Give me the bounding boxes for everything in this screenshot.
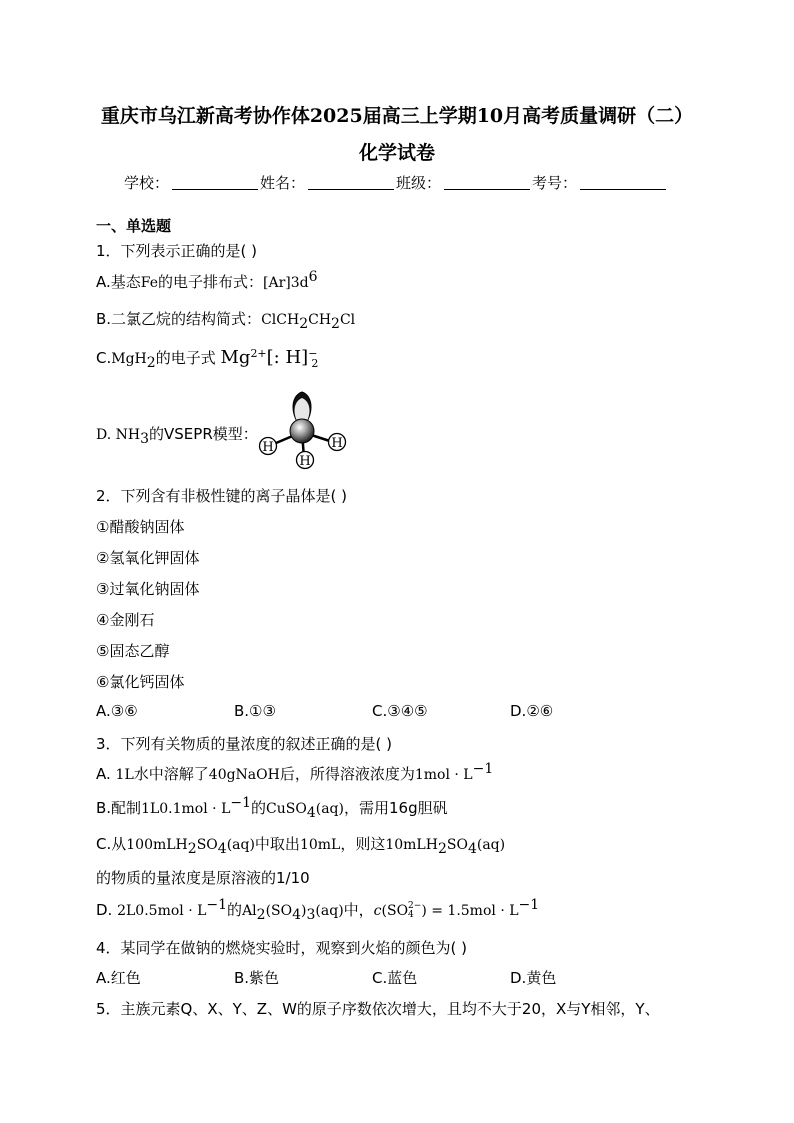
q2-option-b[interactable]: B.①③	[234, 702, 276, 720]
q3-option-a	[96, 763, 493, 784]
q1-a-sup: 6	[308, 269, 318, 285]
q1-c-mg: Mg	[220, 347, 251, 368]
q3-c-s4: 4	[467, 841, 477, 857]
q2-item-3: ③过氧化钠固体	[96, 580, 200, 598]
exam-subtitle: 化学试卷	[358, 142, 435, 164]
q1-d-sub: 3	[140, 431, 150, 447]
q3-d-c: c	[373, 903, 382, 919]
q3-d-de: 的	[227, 901, 243, 919]
q3-option-d	[96, 897, 540, 923]
q1-a-formula: [Ar]3d	[263, 275, 309, 291]
q3-d-ion-charge: 2−	[408, 900, 422, 911]
q2-item-2: ②氢氧化钾固体	[96, 549, 200, 567]
q3-d-conc: 2L0.5mol · L	[117, 903, 207, 919]
q3-d-sup2: −1	[518, 897, 540, 913]
q3-b-cuso: CuSO	[266, 801, 307, 817]
q1-b-s1: 2	[299, 316, 309, 332]
q3-d-prefix: D.	[96, 901, 118, 919]
q5-stem: 5．主族元素Q、X、Y、Z、W的原子序数依次增大，且均不大于20，X与Y相邻，Y、	[96, 1000, 660, 1018]
exam-title: 重庆市乌江新高考协作体2025届高三上学期10月高考质量调研（二）	[100, 105, 694, 127]
q1-a-symbol: Fe	[140, 275, 159, 291]
q1-c-h-sup: −	[308, 347, 318, 360]
q1-c-formula: MgH	[111, 351, 147, 367]
q3-c-f1: 100mLH	[126, 837, 188, 853]
h-label-left: H	[262, 440, 274, 455]
name-blank[interactable]	[308, 175, 394, 190]
q3-a-sup: −1	[472, 761, 494, 777]
q3-d-so: (SO	[265, 903, 293, 919]
q3-b-conc: 1L0.1mol · L	[141, 801, 231, 817]
class-blank[interactable]	[444, 175, 530, 190]
q1-c-sub: 2	[146, 355, 156, 371]
q3-c-s1: 2	[187, 841, 197, 857]
q4-option-b[interactable]: B.紫色	[234, 969, 280, 987]
q3-b-sub: 4	[306, 805, 316, 821]
q1-b-f3: Cl	[339, 312, 356, 328]
number-label: 考号：	[532, 174, 578, 192]
q1-c-h-sub: 2	[311, 357, 319, 370]
q3-d-ion-sub: 4	[408, 909, 414, 920]
q3-c-s2: 4	[217, 841, 227, 857]
q1-a-text2: 的电子排布式：	[158, 273, 264, 291]
q3-b-sup: −1	[230, 795, 252, 811]
q1-c-h: [: H]	[266, 347, 309, 368]
section-title: 一、单选题	[96, 217, 172, 235]
q3-a-mass: 40gNaOH	[208, 767, 280, 783]
q1-stem: 1．下列表示正确的是( )	[96, 242, 258, 260]
number-blank[interactable]	[580, 175, 666, 190]
q3-d-paren: )	[301, 903, 307, 919]
q3-d-sup1: −1	[206, 897, 228, 913]
q3-option-c-line2: 的物质的量浓度是原溶液的1/10	[96, 869, 310, 887]
q3-d-s3: 3	[306, 907, 316, 923]
h-label-bottom: H	[299, 454, 311, 469]
school-label: 学校：	[124, 174, 170, 192]
q1-b-f1: ClCH	[261, 312, 300, 328]
q2-item-4: ④金刚石	[96, 611, 155, 629]
q3-d-al: Al	[242, 903, 257, 919]
q1-b-f2: CH	[308, 312, 332, 328]
q3-d-s1: 2	[256, 907, 266, 923]
q3-c-f3: 10mLH	[385, 837, 438, 853]
q2-option-c[interactable]: C.③④⑤	[372, 702, 428, 720]
q3-c-f4: SO	[446, 837, 468, 853]
q3-c-prefix: C.从	[96, 835, 127, 853]
q2-item-1: ①醋酸钠固体	[96, 518, 185, 536]
q3-a-text2: 后，所得溶液浓度为	[279, 765, 415, 783]
q1-c-text2: 的电子式	[155, 349, 216, 367]
q3-stem: 3．下列有关物质的量浓度的叙述正确的是( )	[96, 735, 393, 753]
q3-d-text: 中，	[343, 901, 374, 919]
q1-c-text: C.	[96, 349, 112, 367]
class-label: 班级：	[396, 174, 442, 192]
q3-c-text2: ，则这	[340, 835, 386, 853]
q3-d-aq: (aq)	[315, 903, 344, 919]
q1-option-c	[96, 347, 319, 371]
q3-b-text: ，需用16g胆矾	[343, 799, 448, 817]
q2-option-d[interactable]: D.②⑥	[510, 702, 554, 720]
vsepr-model-diagram	[252, 386, 352, 472]
central-n-atom	[290, 419, 314, 443]
q3-option-b	[96, 795, 448, 821]
q1-option-a	[96, 271, 318, 292]
q3-c-text: 中取出	[254, 835, 300, 853]
q1-a-text: A.基态	[96, 273, 141, 291]
q1-c-mg-sup: 2+	[250, 347, 267, 360]
q3-c-aq2: (aq)	[476, 837, 506, 853]
q3-c-f2: SO	[196, 837, 218, 853]
q2-item-5: ⑤固态乙醇	[96, 642, 170, 660]
q1-b-s2: 2	[331, 316, 340, 332]
q3-a-text: 水中溶解了	[133, 765, 209, 783]
student-info-row	[124, 172, 668, 193]
q1-option-d	[96, 423, 258, 447]
q4-stem: 4．某同学在做钠的燃烧实验时，观察到火焰的颜色为( )	[96, 939, 468, 957]
q4-option-c[interactable]: C.蓝色	[372, 969, 418, 987]
q4-option-d[interactable]: D.黄色	[510, 969, 557, 987]
q3-b-aq: (aq)	[315, 801, 344, 817]
q1-d-text: 的VSEPR模型：	[149, 425, 258, 443]
q1-b-text: B.二氯乙烷的结构简式：	[96, 310, 262, 328]
q3-b-de: 的	[251, 799, 267, 817]
name-label: 姓名：	[260, 174, 306, 192]
q1-option-b	[96, 308, 356, 332]
q3-a-vol: 1L	[115, 767, 134, 783]
q3-a-prefix: A.	[96, 765, 116, 783]
school-blank[interactable]	[172, 175, 258, 190]
q3-c-aq: (aq)	[226, 837, 255, 853]
q3-c-vol: 10mL	[299, 837, 341, 853]
q2-item-6: ⑥氯化钙固体	[96, 673, 185, 691]
q3-option-c	[96, 833, 506, 857]
q3-b-prefix: B.配制	[96, 799, 142, 817]
q2-option-a[interactable]: A.③⑥	[96, 702, 138, 720]
q3-d-s2: 4	[292, 907, 302, 923]
h-label-right: H	[331, 436, 343, 451]
q2-stem: 2．下列含有非极性键的离子晶体是( )	[96, 487, 348, 505]
q4-option-a[interactable]: A.红色	[96, 969, 141, 987]
q1-d-formula: D. NH	[96, 427, 141, 443]
q3-d-so4: (SO	[381, 903, 409, 919]
q3-d-value: ) = 1.5mol · L	[421, 903, 519, 919]
q3-c-s3: 2	[437, 841, 447, 857]
q3-a-conc: 1mol · L	[414, 767, 473, 783]
